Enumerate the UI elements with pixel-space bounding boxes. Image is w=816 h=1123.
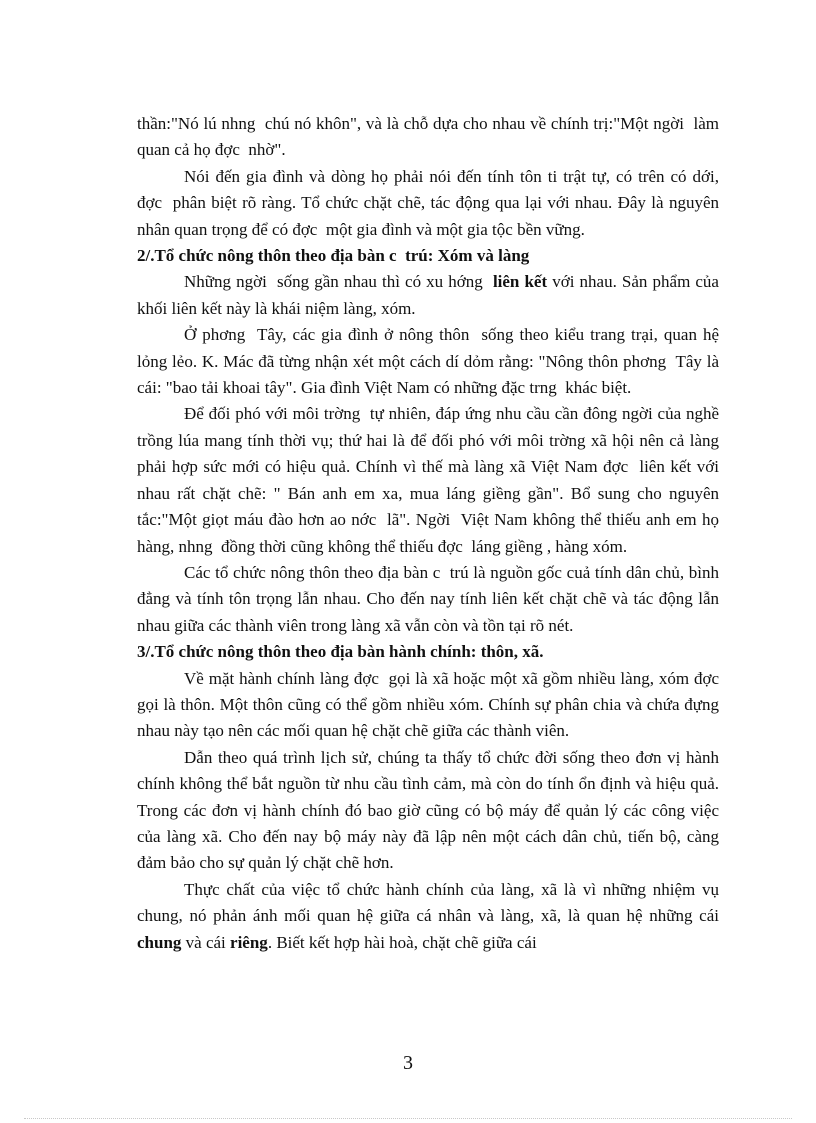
- paragraph-3: [137, 269, 724, 322]
- paragraph-6: Các tổ chức nông thôn theo địa bàn c trú là nguồn gốc cuả tính dân chủ, bình đẳng và tính tôn trọng lẫn nhau. Cho đến nay tính liên kết chặt chẽ và tác động lẫn nhau giữa các thành viên trong làng xã vẫn còn và tồn tại rõ nét.: [137, 562, 724, 635]
- paragraph-3-text: Những ngời sống gần nhau thì có xu hớng liên kết với nhau. Sản phẩm của khối liên kết này là khái niệm làng, xóm.: [137, 272, 724, 318]
- section-heading-2: 2/.Tổ chức nông thôn theo địa bàn c trú: Xóm và làng: [137, 246, 530, 266]
- page-bottom-border: [24, 1118, 792, 1119]
- paragraph-7: Về mặt hành chính làng đợc gọi là xã hoặc một xã gồm nhiều làng, xóm đợc gọi là thôn. Một thôn cũng có thể gồm nhiều xóm. Chính sự phân chia và chứa đựng nhau này tạo nên các mối quan hệ chặt chẽ giữa các thành viên.: [137, 668, 728, 741]
- section-heading-3: 3/.Tổ chức nông thôn theo địa bàn hành chính: thôn, xã.: [137, 642, 544, 662]
- paragraph-1: thần:"Nó lú nhng chú nó khôn", và là chỗ dựa cho nhau về chính trị:"Một ngời làm quan cả họ đợc nhờ".: [137, 114, 724, 160]
- paragraph-8: Dẫn theo quá trình lịch sử, chúng ta thấy tổ chức đời sống theo đơn vị hành chính không thể bắt nguồn từ nhu cầu tình cảm, mà còn do tính ổn định và hiệu quả. Trong các đơn vị hành chính đó bao giờ cũng có bộ máy để quản lý các công việc của làng xã. Cho đến nay bộ máy này đã lập nên một cách dân chủ, tiến bộ, càng đảm bảo cho sự quản lý chặt chẽ hơn.: [137, 747, 724, 873]
- page-number: 3: [403, 1052, 413, 1074]
- paragraph-4: Ở phơng Tây, các gia đình ở nông thôn sống theo kiểu trang trại, quan hệ lỏng lẻo. K. Mác đã từng nhận xét một cách dí dỏm rằng: "Nông thôn phơng Tây là cái: "bao tải khoai tây". Gia đình Việt Nam có những đặc trng khác biệt.: [137, 325, 724, 398]
- bold-emphasis: riêng: [230, 932, 268, 952]
- paragraph-2: Nói đến gia đình và dòng họ phải nói đến tính tôn ti trật tự, có trên có dới, đợc phân biệt rõ ràng. Tổ chức chặt chẽ, tác động qua lại với nhau. Đây là nguyên nhân quan trọng để có đợc một gia đình và một gia tộc bền vững.: [137, 166, 728, 239]
- bold-emphasis: chung: [137, 932, 182, 952]
- paragraph-9: Thực chất của việc tổ chức hành chính của làng, xã là vì những nhiệm vụ chung, nó phản ánh mối quan hệ giữa cá nhân và làng, xã, là quan hệ những cái chung và cái riêng. Biết kết hợp hài hoà, chặt chẽ giữa cái: [137, 879, 724, 952]
- paragraph-5: Để đối phó với môi trờng tự nhiên, đáp ứng nhu cầu cần đông ngời của nghề trồng lúa mang tính thời vụ; thứ hai là để đối phó với môi trờng xã hội nên cả làng phải hợp sức mới có hiệu quả. Chính vì thế mà làng xã Việt Nam đợc liên kết với nhau rất chặt chẽ: " Bán anh em xa, mua láng giềng gần". Bổ sung cho nguyên tắc:"Một giọt máu đào hơn ao nớc lã". Ngời Việt Nam không thể thiếu anh em họ hàng, nhng đồng thời cũng không thể thiếu đợc láng giềng , hàng xóm.: [137, 404, 724, 556]
- bold-emphasis: liên kết: [492, 272, 548, 292]
- body-text: [137, 111, 728, 956]
